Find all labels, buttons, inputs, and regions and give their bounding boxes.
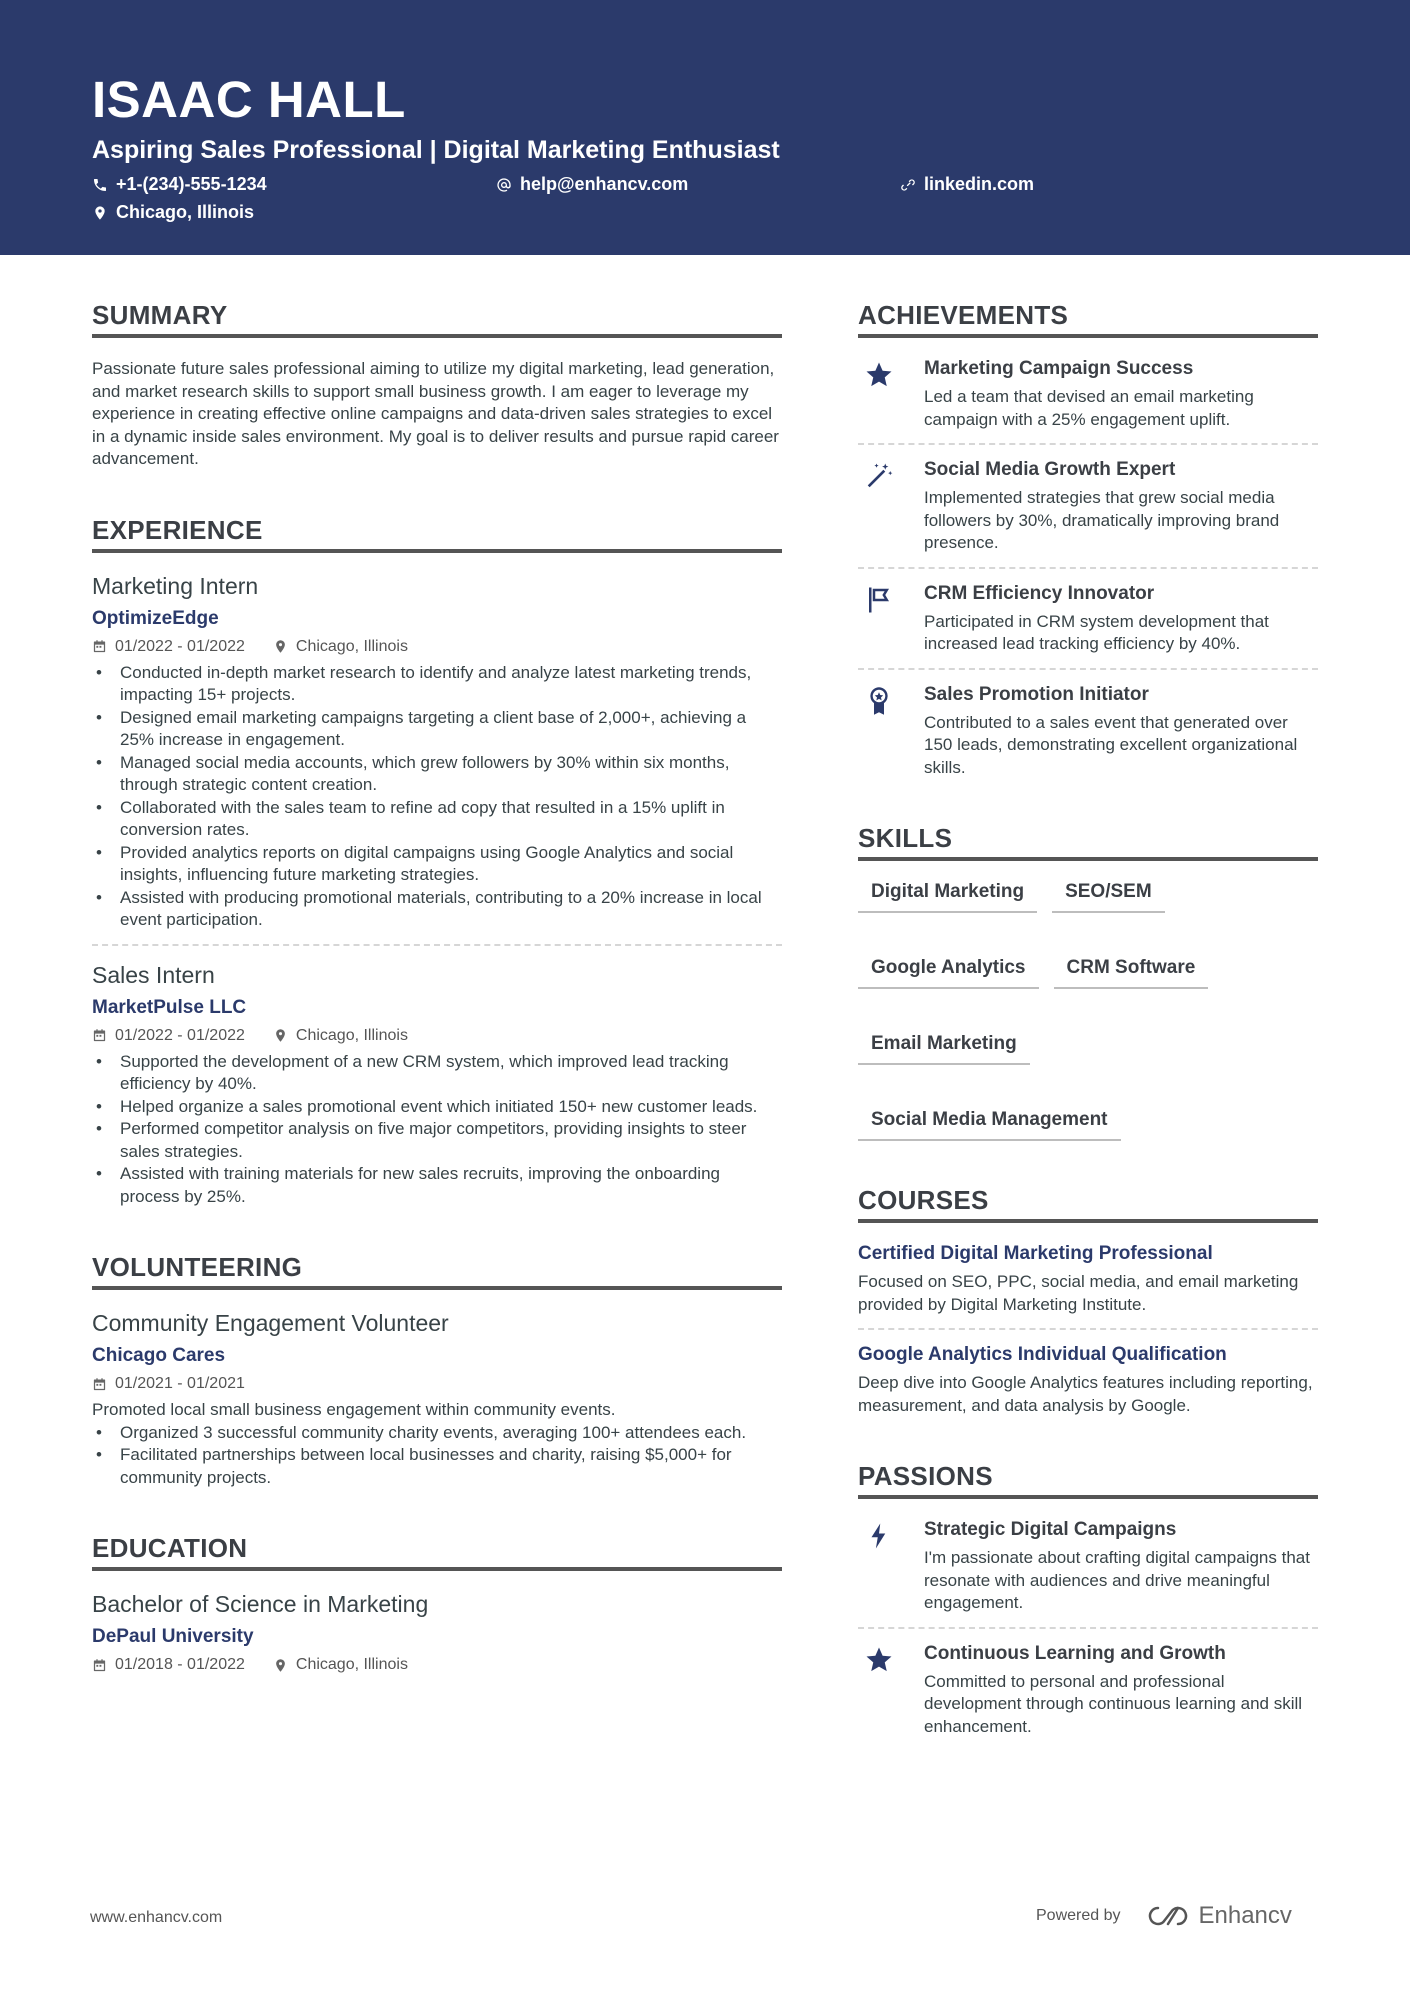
skill-tag: Google Analytics [858,957,1039,989]
achievement-title: Sales Promotion Initiator [924,683,1149,705]
achievement-desc: Led a team that devised an email marketing campaign with a 25% engagement uplift. [924,387,1254,429]
resume-header [0,0,1410,255]
education-dates-text: 01/2018 - 01/2022 [115,1656,245,1673]
email-contact[interactable] [496,174,688,195]
achievements-title: ACHIEVEMENTS [858,300,1318,338]
job-title: Marketing Intern [92,572,259,599]
education-location [273,1656,408,1674]
achievement-item [858,358,1318,431]
location-pin-icon [273,639,288,654]
achievements-section [858,300,1318,779]
job-meta [92,1027,782,1045]
volunteering-title: VOLUNTEERING [92,1252,782,1290]
entry-divider [858,443,1318,445]
link-icon [900,177,916,193]
entry-divider [858,1627,1318,1629]
job-location-text: Chicago, Illinois [295,637,408,655]
bullet-item: • Provided analytics reports on digital campaigns using Google Analytics and social insights, influencing future marketing strategies. [92,842,782,887]
bullet-item: • Conducted in-depth market research to identify and analyze latest marketing trends, impacting 15+ projects. [92,662,782,707]
entry-divider [92,944,782,946]
job-title: Sales Intern [92,961,215,988]
bullet-item: • Collaborated with the sales team to refine ad copy that resulted in a 15% uplift in conversion rates. [92,797,782,842]
calendar-icon [92,1028,107,1043]
footer-website[interactable]: www.enhancv.com [90,1909,223,1926]
job-location-text: Chicago, Illinois [295,1026,408,1044]
passion-desc: Committed to personal and professional development through continuous learning and skill enhancement. [924,1671,1303,1736]
job-bullets [92,1051,782,1209]
candidate-headline: Aspiring Sales Professional | Digital Marketing Enthusiast [92,136,780,164]
passion-desc: I'm passionate about crafting digital campaigns that resonate with audiences and drive meaningful engagement. [924,1548,1310,1612]
skills-section [858,823,1318,1141]
star-icon [864,360,894,390]
entry-divider [858,567,1318,569]
phone-icon [92,177,108,193]
skill-tag: Social Media Management [858,1109,1121,1141]
experience-entry [92,962,782,1209]
summary-section [92,300,782,471]
bullet-item: • Designed email marketing campaigns targeting a client base of 2,000+, achieving a 25% increase in engagement. [92,707,782,752]
courses-title: COURSES [858,1185,1318,1223]
summary-title: SUMMARY [92,300,782,338]
volunteer-dates [92,1375,245,1393]
calendar-icon [92,1658,107,1673]
award-badge-icon [864,686,894,716]
right-column [858,300,1318,1782]
achievement-item [858,684,1318,780]
job-dates-text: 01/2022 - 01/2022 [115,1026,245,1044]
at-icon [496,177,512,193]
skill-tag: CRM Software [1054,957,1209,989]
enhancv-logo-icon [1145,1904,1191,1928]
achievement-desc: Implemented strategies that grew social media followers by 30%, dramatically improving brand presence. [924,488,1280,552]
company-name: MarketPulse LLC [92,996,247,1018]
volunteer-role: Community Engagement Volunteer [92,1310,449,1336]
bullet-item: • Supported the development of a new CRM system, which improved lead tracking efficiency by 40%. [92,1051,782,1096]
linkedin-text: linkedin.com [924,174,1035,194]
passion-title: Strategic Digital Campaigns [924,1519,1177,1540]
achievement-item [858,583,1318,656]
skills-list [858,881,1318,1141]
volunteer-org: Chicago Cares [92,1345,226,1366]
job-dates [92,1027,245,1045]
volunteer-dates-text: 01/2021 - 01/2021 [115,1375,245,1392]
education-dates [92,1656,245,1674]
star-icon [864,1645,894,1675]
education-location-text: Chicago, Illinois [295,1656,408,1673]
course-item [858,1243,1318,1316]
course-item [858,1344,1318,1417]
passions-section [858,1461,1318,1738]
passion-title: Continuous Learning and Growth [924,1642,1226,1664]
email-text: help@enhancv.com [520,174,689,194]
job-dates-text: 01/2022 - 01/2022 [115,637,245,655]
lightning-icon [864,1521,894,1551]
passion-item [858,1519,1318,1615]
job-meta [92,638,782,656]
courses-section [858,1185,1318,1417]
achievement-title: CRM Efficiency Innovator [924,582,1155,604]
skill-tag: SEO/SEM [1052,881,1165,913]
degree-title: Bachelor of Science in Marketing [92,1591,429,1617]
job-bullets [92,662,782,932]
course-desc: Deep dive into Google Analytics features including reporting, measurement, and data analysis by Google. [858,1373,1313,1415]
course-title: Certified Digital Marketing Professional [858,1243,1213,1264]
left-column [92,300,782,1718]
achievement-desc: Participated in CRM system development that increased lead tracking efficiency by 40%. [924,611,1269,653]
school-name: DePaul University [92,1626,254,1647]
skill-tag: Digital Marketing [858,881,1037,913]
education-section [92,1533,782,1674]
powered-by-text: Powered by [1036,1907,1121,1924]
passions-title: PASSIONS [858,1461,1318,1499]
course-title: Google Analytics Individual Qualification [858,1344,1227,1365]
location-contact [92,202,254,223]
bullet-item: • Facilitated partnerships between local businesses and charity, raising $5,000+ for community projects. [92,1444,782,1489]
bullet-item: • Managed social media accounts, which grew followers by 30% within six months, through strategic content creation. [92,752,782,797]
experience-entry [92,573,782,932]
volunteering-section [92,1252,782,1489]
bullet-item: • Assisted with training materials for new sales recruits, improving the onboarding process by 25%. [92,1163,782,1208]
bullet-item: • Performed competitor analysis on five major competitors, providing insights to steer sales strategies. [92,1118,782,1163]
location-pin-icon [273,1028,288,1043]
job-dates [92,638,245,656]
achievement-item [858,459,1318,555]
bullet-item: • Organized 3 successful community charity events, averaging 100+ attendees each. [92,1422,782,1445]
volunteer-description: Promoted local small business engagement within community events. [92,1400,616,1419]
company-name: OptimizeEdge [92,607,219,629]
brand-name: Enhancv [1198,1902,1292,1929]
magic-wand-icon [864,461,894,491]
experience-title: EXPERIENCE [92,515,782,553]
achievement-title: Marketing Campaign Success [924,358,1194,379]
location-text: Chicago, Illinois [116,202,255,222]
calendar-icon [92,1377,107,1392]
entry-divider [858,1328,1318,1330]
volunteer-meta [92,1375,782,1393]
achievement-title: Social Media Growth Expert [924,459,1176,480]
bullet-item: • Assisted with producing promotional materials, contributing to a 20% increase in local event participation. [92,887,782,932]
job-location [273,638,408,656]
skill-tag: Email Marketing [858,1033,1030,1065]
job-location [273,1027,408,1045]
enhancv-logo[interactable] [1145,1902,1292,1930]
course-desc: Focused on SEO, PPC, social media, and email marketing provided by Digital Marketing Institute. [858,1272,1299,1314]
volunteer-bullets [92,1422,782,1490]
bullet-item: • Helped organize a sales promotional event which initiated 150+ new customer leads. [92,1096,782,1119]
flag-icon [864,585,894,615]
entry-divider [858,668,1318,670]
candidate-name: ISAAC HALL [92,71,406,128]
summary-text: Passionate future sales professional aiming to utilize my digital marketing, lead generation, and market research skills to support small business growth. I am eager to leverage my experience in creating effective online campaigns and data-driven sales strategies to excel in a dynamic inside sales environment. My goal is to deliver results and pursue rapid career advancement. [92,359,779,468]
location-pin-icon [273,1658,288,1673]
education-meta [92,1656,782,1674]
phone-contact[interactable] [92,174,267,195]
skills-title: SKILLS [858,823,1318,861]
linkedin-contact[interactable] [900,174,1034,195]
achievement-desc: Contributed to a sales event that generated over 150 leads, demonstrating excellent organizational skills. [924,712,1298,777]
calendar-icon [92,639,107,654]
phone-text: +1-(234)-555-1234 [116,174,267,194]
education-title: EDUCATION [92,1533,782,1571]
location-pin-icon [92,205,108,221]
experience-section [92,515,782,1209]
passion-item [858,1643,1318,1739]
footer-branding [1036,1902,1292,1930]
